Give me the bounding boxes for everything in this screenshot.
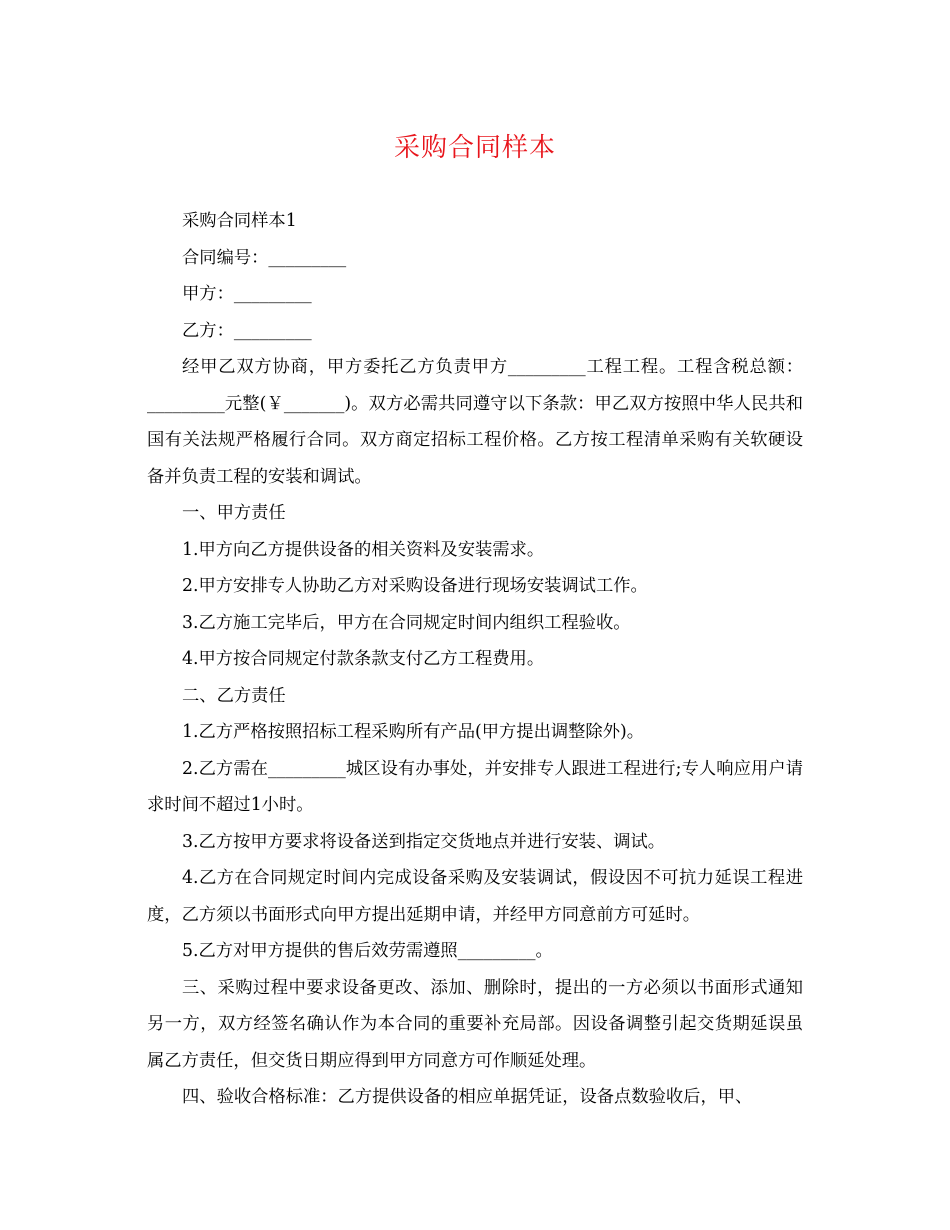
intro-paragraph: 经甲乙双方协商，甲方委托乙方负责甲方_________工程工程。工程含税总额：_________元整(￥_______)。双方必需共同遵守以下条款：甲乙双方按照中华人民共和国有关法规严格履行合同。双方商定招标工程价格。乙方按工程清单采购有关软硬设备并负责工程的安装和调试。 (147, 357, 803, 487)
contract-number-line: 合同编号：_________ (182, 247, 347, 268)
document-body (147, 203, 803, 1116)
clause-item: 1.甲方向乙方提供设备的相关资料及安装需求。 (182, 539, 545, 560)
party-a-line: 甲方：_________ (182, 284, 312, 304)
clause-three-paragraph: 三、采购过程中要求设备更改、添加、删除时，提出的一方必须以书面形式通知另一方，双方经签名确认作为本合同的重要补充局部。因设备调整引起交货期延误虽属乙方责任，但交货日期应得到甲方同意方可作顺延处理。 (147, 977, 803, 1071)
clause-heading-party-a: 一、甲方责任 (182, 503, 286, 523)
document-title: 采购合同样本 (393, 133, 556, 163)
clause-item: 3.乙方按甲方要求将设备送到指定交货地点并进行安装、调试。 (182, 831, 666, 852)
section-heading: 采购合同样本1 (182, 211, 297, 231)
clause-item: 1.乙方严格按照招标工程采购所有产品(甲方提出调整除外)。 (182, 722, 645, 742)
clause-item: 2.乙方需在_________城区设有办事处，并安排专人跟进工程进行;专人响应用户请求时间不超过1小时。 (147, 758, 803, 815)
clause-item: 2.甲方安排专人协助乙方对采购设备进行现场安装调试工作。 (182, 576, 648, 596)
clause-item: 3.乙方施工完毕后，甲方在合同规定时间内组织工程验收。 (182, 612, 631, 633)
party-b-line: 乙方：_________ (182, 320, 312, 341)
clause-item: 5.乙方对甲方提供的售后效劳需遵照_________。 (182, 941, 553, 961)
clause-heading-party-b: 二、乙方责任 (182, 685, 286, 706)
clause-item: 4.乙方在合同规定时间内完成设备采购及安装调试，假设因不可抗力延误工程进度，乙方须以书面形式向甲方提出延期申请，并经甲方同意前方可延时。 (147, 868, 803, 925)
clause-four-paragraph: 四、验收合格标准：乙方提供设备的相应单据凭证，设备点数验收后，甲、 (182, 1087, 753, 1107)
clause-item: 4.甲方按合同规定付款条款支付乙方工程费用。 (182, 649, 545, 669)
